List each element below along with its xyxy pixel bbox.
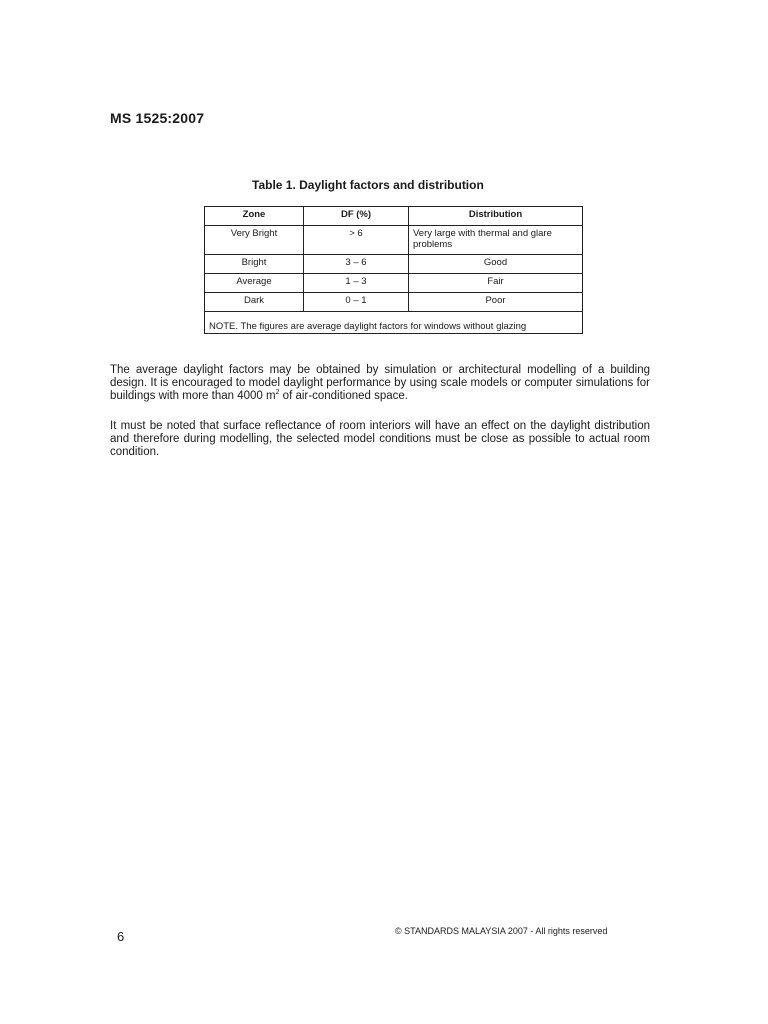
document-id: MS 1525:2007 bbox=[110, 110, 205, 126]
table-row bbox=[205, 274, 583, 293]
table-cell-distribution: Poor bbox=[409, 293, 583, 312]
table-note: NOTE. The figures are average daylight factors for windows without glazing bbox=[205, 312, 583, 334]
table-row bbox=[205, 226, 583, 255]
column-header-zone: Zone bbox=[205, 207, 304, 226]
table-cell-df: 1 – 3 bbox=[304, 274, 409, 293]
body-paragraph-2: It must be noted that surface reflectance of room interiors will have an effect on the daylight distribution and therefore during modelling, the selected model conditions must be close as possible to actual room condition. bbox=[110, 420, 650, 458]
copyright-notice: © STANDARDS MALAYSIA 2007 - All rights reserved bbox=[395, 926, 608, 936]
table-cell-df: 3 – 6 bbox=[304, 255, 409, 274]
table-cell-zone: Dark bbox=[205, 293, 304, 312]
table-cell-zone: Very Bright bbox=[205, 226, 304, 255]
superscript: 2 bbox=[275, 389, 280, 397]
daylight-table-container bbox=[204, 206, 582, 334]
table-header-row bbox=[205, 207, 583, 226]
table-cell-df: 0 – 1 bbox=[304, 293, 409, 312]
table-note-row bbox=[205, 312, 583, 334]
table-cell-zone: Average bbox=[205, 274, 304, 293]
column-header-df: DF (%) bbox=[304, 207, 409, 226]
table-cell-distribution: Good bbox=[409, 255, 583, 274]
body-paragraph-1 bbox=[110, 364, 650, 403]
daylight-factors-table bbox=[204, 206, 583, 334]
column-header-distribution: Distribution bbox=[409, 207, 583, 226]
table-cell-distribution: Very large with thermal and glare problems bbox=[409, 226, 583, 255]
table-cell-zone: Bright bbox=[205, 255, 304, 274]
paragraph-text: The average daylight factors may be obtained by simulation or architectural modelling of a building design. It is encouraged to model daylight performance by using scale models or computer simulations for buildings with more than 4000 m bbox=[110, 364, 650, 402]
paragraph-text: of air-conditioned space. bbox=[279, 390, 408, 402]
table-caption: Table 1. Daylight factors and distribution bbox=[252, 178, 484, 192]
table-row bbox=[205, 293, 583, 312]
table-cell-distribution: Fair bbox=[409, 274, 583, 293]
table-cell-df: > 6 bbox=[304, 226, 409, 255]
table-row bbox=[205, 255, 583, 274]
page-number: 6 bbox=[117, 929, 125, 944]
